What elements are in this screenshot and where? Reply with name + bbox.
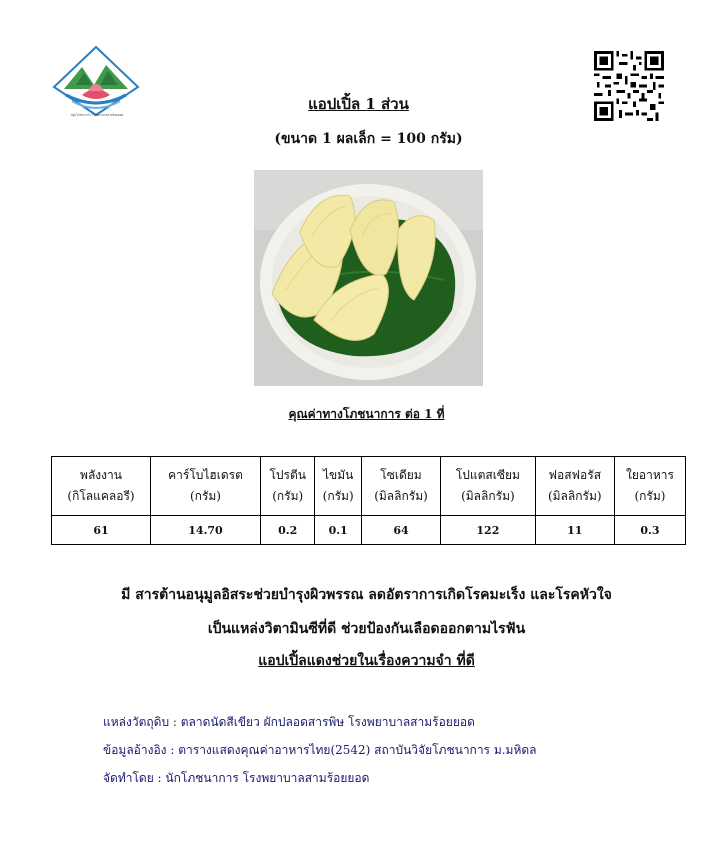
benefit-line: มี สารต้านอนุมูลอิสระช่วยบำรุงผิวพรรณ ลดอัตราการเกิดโรคมะเร็ง และโรคหัวใจ [121,587,612,603]
table-cell: 14.70 [151,516,261,545]
table-header-cell: ฟอสฟอรัส (มิลลิกรัม) [535,457,614,516]
nutrition-table [51,456,686,545]
benefit-line: แอปเปิ้ลแดงช่วยในเรื่องความจำ ที่ดี [258,653,475,669]
table-cell: 0.1 [315,516,361,545]
data-reference: ข้อมูลอ้างอิง : ตารางแสดงคุณค่าอาหารไทย(2542) สถาบันวิจัยโภชนาการ ม.มหิดล [103,743,537,757]
table-header-cell: โปรตีน (กรัม) [260,457,314,516]
benefit-line: เป็นแหล่งวิตามินซีที่ดี ช่วยป้องกันเลือดออกตามไรฟัน [207,621,526,637]
table-cell: 0.3 [614,516,685,545]
table-cell: 0.2 [260,516,314,545]
table-header-cell: ไขมัน (กรัม) [315,457,361,516]
ingredient-source: แหล่งวัตถุดิบ : ตลาดนัดสีเขียว ผักปลอดสารพิษ โรงพยาบาลสามร้อยยอด [103,715,475,729]
logo-caption: กลุ่มโภชนาการ โรงพยาบาลสามร้อยยอด [70,113,124,117]
table-cell: 64 [361,516,440,545]
table-header-cell: โซเดียม (มิลลิกรัม) [361,457,440,516]
table-header-row [52,457,686,516]
table-header-cell: ใยอาหาร (กรัม) [614,457,685,516]
apple-photo [254,170,483,386]
table-header-cell: โปแตสเซียม (มิลลิกรัม) [441,457,536,516]
page-title: แอปเปิ้ล 1 ส่วน [308,95,409,113]
table-header-cell: คาร์โบไฮเดรต (กรัม) [151,457,261,516]
table-row [52,516,686,545]
prepared-by: จัดทำโดย : นักโภชนาการ โรงพยาบาลสามร้อยยอด [103,771,370,785]
table-cell: 122 [441,516,536,545]
table-header-cell: พลังงาน (กิโลแคลอรี) [52,457,151,516]
table-cell: 11 [535,516,614,545]
serving-size-subtitle: (ขนาด 1 ผลเล็ก = 100 กรัม) [274,131,463,147]
table-cell: 61 [52,516,151,545]
nutrition-section-title: คุณค่าทางโภชนาการ ต่อ 1 ที่ [288,407,445,421]
